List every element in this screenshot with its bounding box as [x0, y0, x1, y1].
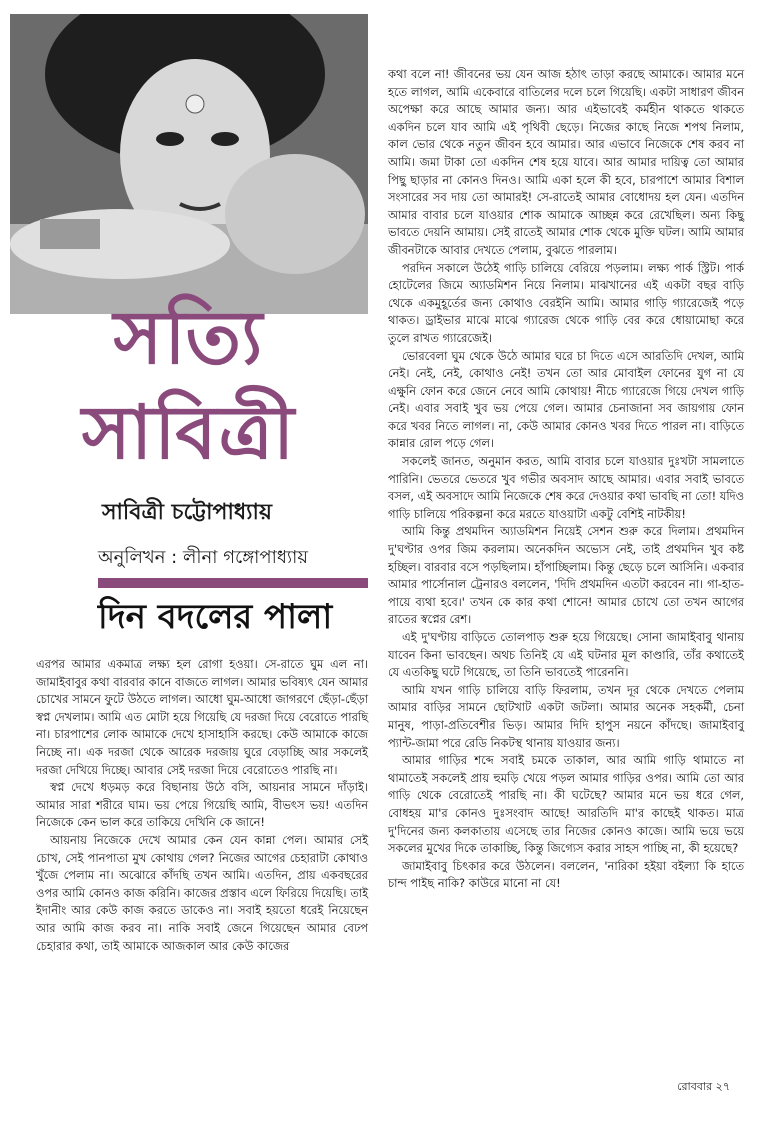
- paragraph: আমার গাড়ির শব্দে সবাই চমকে তাকাল, আর আমি গাড়ি থামাতে না থামাতেই সকলেই প্রায় হুমড়ি খেয়ে পড়ল আমার গাড়ির ওপর। আমি তো আর গাড়ি থেকে বেরোতেই পারছি না। কী ঘটেছে? আমার মনে ভয় ধরে গেল, বোধহয় মা'র কোনও দুঃসংবাদ আছে! আরতিদি মা'র কাছেই থাকত। মাত্র দু'দিনের জন্য কলকাতায় এসেছে তার নিজের কোনও কাজে। আমি ভয়ে ভয়ে সকলের মুখের দিকে তাকাচ্ছি, কিন্তু জিগ্যেস করার সাহস পাচ্ছি না, কী হয়েছে?: [388, 753, 744, 856]
- paragraph: ভোরবেলা ঘুম থেকে উঠে আমার ঘরে চা দিতে এসে আরতিদি দেখল, আমি নেই। নেই, নেই, কোথাও নেই! তখন তো আর মোবাইল ফোনের যুগ না যে এক্ষুনি ফোন করে জেনে নেবে আমি কোথায়! নীচে গ্যারেজে গিয়ে দেখল গাড়ি নেই। এবার সবাই খুব ভয় পেয়ে গেল। আমার চেনাজানা সব জায়গায় ফোন করে খবর নিতে লাগল। না, কেউ আমার কোনও খবর দিতে পারল না। বাড়িতে কান্নার রোল পড়ে গেল।: [388, 348, 744, 451]
- portrait-illustration: [10, 14, 368, 314]
- page-footer: রোববার ২৭: [677, 1080, 730, 1093]
- paragraph: সকলেই জানত, অনুমান করত, আমি বাবার চলে যাওয়ার দুঃখটা সামলাতে পারিনি। ভেতরে ভেতরে খুব গভীর অবসাদ আছে আমার। এবার সবাই ভাবতে বসল, এই অবসাদে আমি নিজেকে শেষ করে দেওয়ার কথা ভাবছি না তো! যদিও গাড়ি চালিয়ে পরিকল্পনা করে মরতে যাওয়াটা একটু বেশিই নাটকীয়!: [388, 454, 744, 521]
- right-text-column: [388, 66, 744, 893]
- paragraph: আমি যখন গাড়ি চালিয়ে বাড়ি ফিরলাম, তখন দূর থেকে দেখতে পেলাম আমার বাড়ির সামনে ছোটখাট একটা জটলা। আমার অনেক সহকর্মী, চেনা মানুষ, পাড়া-প্রতিবেশীর ভিড়। আমার দিদি হাপুস নয়নে কাঁদছে। জামাইবাবু প্যান্ট-জামা পরে রেডি নিকটস্থ থানায় যাওয়ার জন্য।: [388, 682, 744, 750]
- title-line-1: সত্যি: [113, 295, 265, 381]
- paragraph: এই দু'ঘণ্টায় বাড়িতে তোলপাড় শুরু হয়ে গিয়েছে। সোনা জামাইবাবু থানায় যাবেন কিনা ভাবছেন। অথচ তিনিই যে এই ঘটনার মূল কাণ্ডারি, তাঁর কথাতেই যে এতকিছু ঘটে গিয়েছে, তা তিনি ভাবতেই পারেননি।: [388, 630, 744, 680]
- paragraph: স্বপ্ন দেখে ধড়মড় করে বিছানায় উঠে বসি, আয়নার সামনে দাঁড়াই। আমার সারা শরীরে ঘাম। ভয় পেয়ে গিয়েছি আমি, বীভৎস ভয়! এতদিন নিজেকে কেন ভাল করে তাকিয়ে দেখিনি কে জানে!: [36, 780, 368, 830]
- paragraph: কথা বলে না! জীবনের ভয় যেন আজ হঠাৎ তাড়া করছে আমাকে। আমার মনে হতে লাগল, আমি একেবারে বাতিলের দলে চলে গিয়েছি। একটা সাধারণ জীবন অপেক্ষা করে আছে আমার জন্য। আর এইভাবেই কর্মহীন থাকতে থাকতে একদিন চলে যাব আমি এই পৃথিবী ছেড়ে। নিজের কাছে নিজে শপথ নিলাম, কাল ভোর থেকে নতুন জীবন হবে আমার। আর এভাবে নিজেকে শেষ করব না আমি। জমা টাকা তো একদিন শেষ হয়ে যাবে। আর আমার দায়িত্ব তো আমার পিছু ছাড়ার না কোনও দিনও। আমি একা হলে কী হবে, চারপাশে আমার বিশাল সংসারের সব দায় তো আমারই! সে-রাতেই আমার বোধোদয় হল যেন। এতদিন আমার বাবার চলে যাওয়ার শোক আমাকে আচ্ছন্ন করে রেখেছিল। অন্য কিছু ভাবতে দেয়নি আমায়। সেই রাতেই আমার শোক থেকে মুক্তি ঘটল। আমি আমার জীবনটাকে আবার দেখতে পেলাম, বুঝতে পারলাম।: [388, 67, 744, 257]
- author-name: সাবিত্রী চট্টোপাধ্যায়: [102, 500, 272, 525]
- title-block: [10, 295, 368, 637]
- title-line-2: সাবিত্রী: [81, 390, 297, 476]
- accent-rule: [98, 578, 368, 588]
- paragraph: আমি কিন্তু প্রথমদিন অ্যাডমিশন নিয়েই সেশন শুরু করে দিলাম। প্রথমদিন দু'ঘণ্টার ওপর জিম করলাম। অনেকদিন অভ্যেস নেই, তাই প্রথমদিন খুব কষ্ট হচ্ছিল। বারবার বসে পড়ছিলাম। হাঁপাচ্ছিলাম। কিন্তু ছেড়ে চলে আসিনি। একবার আমার পার্সোনাল ট্রেনারও বললেন, 'দিদি প্রথমদিন এতটা করবেন না। গা-হাত-পায়ে ব্যথা হবে।' তখন কে কার কথা শোনে! আমার চোখে তো তখন আগের রাতের স্বপ্নের রেশ।: [388, 524, 744, 627]
- paragraph: পরদিন সকালে উঠেই গাড়ি চালিয়ে বেরিয়ে পড়লাম। লক্ষ্য পার্ক স্ট্রিট। পার্ক হোটেলের জিমে অ্যাডমিশন নিয়ে নিলাম। মাঝখানের এই একটা বছর বাড়ি থেকে একমুহূর্তের জন্য কোথাও বেরইনি আমি। আমার গাড়ি গ্যারেজেই পড়ে থাকত। ড্রাইভার মাঝে মাঝে গ্যারেজ থেকে গাড়ি বের করে ধোয়ামোছা করে তুলে রাখত গ্যারেজেই।: [388, 260, 744, 345]
- paragraph: এরপর আমার একমাত্র লক্ষ্য হল রোগা হওয়া। সে-রাতে ঘুম এল না। জামাইবাবুর কথা বারবার কানে বাজতে লাগল। আমার ভবিষ্যৎ যেন আমার চোখের সামনে ফুটে উঠতে লাগল। আধো ঘুম-আধো জাগরণে ছেঁড়া-ছেঁড়া স্বপ্ন দেখলাম। আমি এত মোটা হয়ে গিয়েছি যে দরজা দিয়ে বেরোতে পারছি না। চারপাশের লোক আমাকে দেখে হাসাহাসি করছে। কেউ আমাকে কাজে নিচ্ছে না। এক দরজা থেকে আরেক দরজায় ঘুরে বেড়াচ্ছি আর সকলেই দরজা দেখিয়ে দিচ্ছে। আবার সেই দরজা দিয়ে বেরোতেও পারছি না।: [36, 657, 368, 777]
- paragraph: আয়নায় নিজেকে দেখে আমার কেন যেন কান্না পেল। আমার সেই চোখ, সেই পানপাতা মুখ কোথায় গেল? নিজের আগের চেহারাটা কোথাও খুঁজে পেলাম না। অঝোরে কাঁদছি তখন আমি। এতদিন, প্রায় একবছরের ওপর আমি কোনও কাজ করিনি। কাজের প্রস্তাব এলে ফিরিয়ে দিয়েছি। তাই ইদানীং আর কেউ কাজ করতে ডাকেও না। সবাই হয়তো ধরেই নিয়েছেন আর আমি কাজ করব না। নাকি সবাই জেনে গিয়েছেন আমার বেঢপ চেহারার কথা, তাই আমাকে আজকাল আর কেউ কাজের: [36, 832, 368, 953]
- paragraph: জামাইবাবু চিৎকার করে উঠলেন। বললেন, 'নারিকা হইয়া বইল্যা কি হাতে চান্দ পাইছ নাকি? কাউরে মানো না যে!: [388, 858, 744, 891]
- left-text-column: [36, 656, 368, 955]
- portrait-photo: [10, 14, 368, 314]
- transcriber-credit: অনুলিখন : লীনা গঙ্গোপাধ্যায়: [98, 547, 308, 568]
- article-subtitle: দিন বদলের পালা: [98, 597, 333, 637]
